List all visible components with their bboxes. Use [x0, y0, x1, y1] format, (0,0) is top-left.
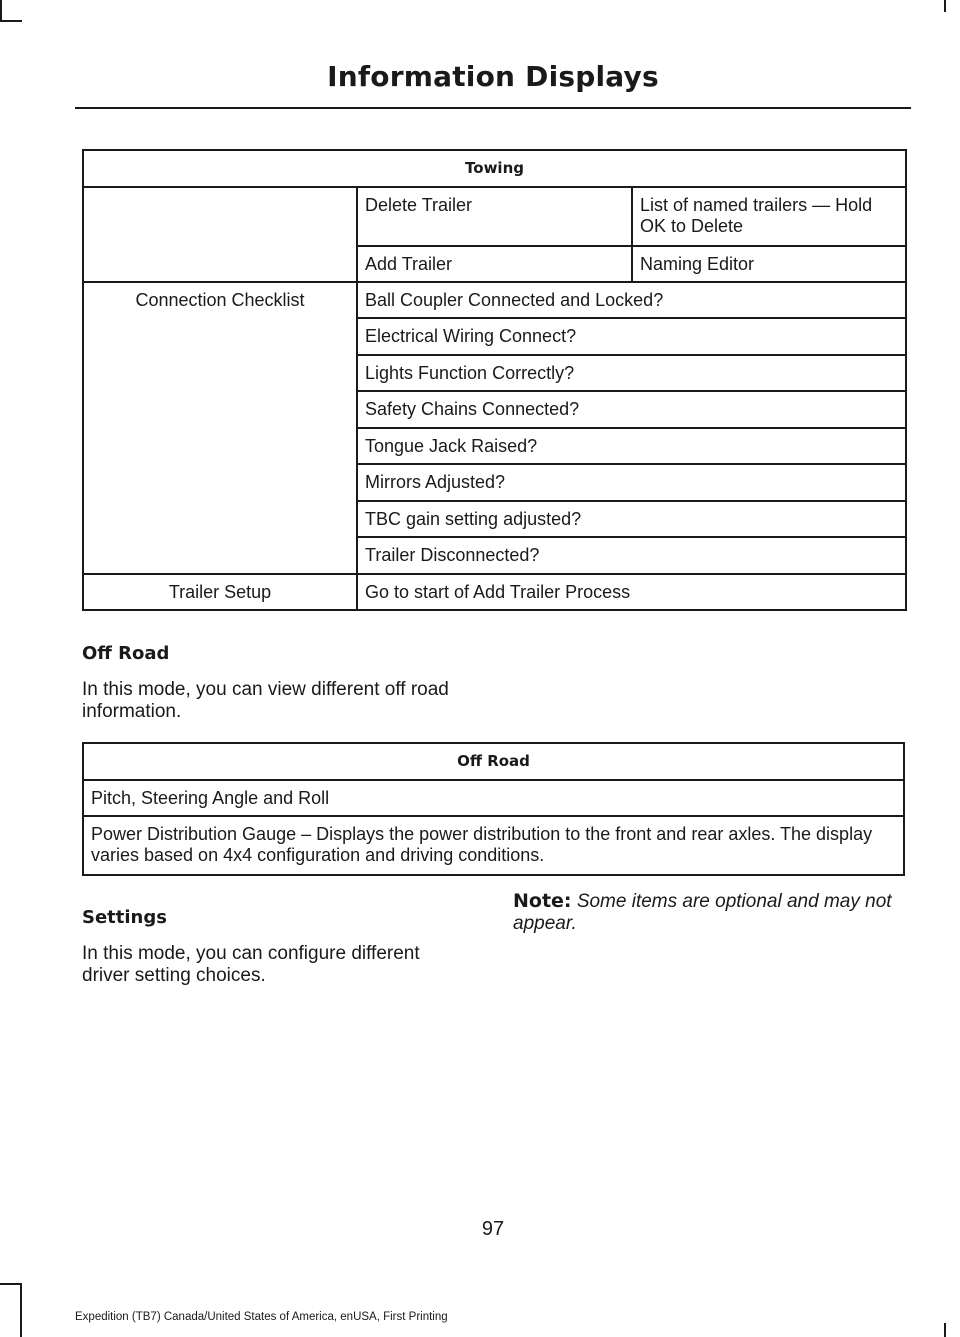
- table-cell: Go to start of Add Trailer Process: [357, 574, 906, 610]
- crop-mark-bottom-right: [944, 1323, 946, 1337]
- table-cell: Trailer Disconnected?: [357, 537, 906, 574]
- settings-intro: In this mode, you can configure different driver setting choices.: [82, 943, 420, 986]
- table-cell-label-span: [83, 318, 357, 355]
- table-cell: Tongue Jack Raised?: [357, 428, 906, 464]
- table-cell: Electrical Wiring Connect?: [357, 318, 906, 355]
- table-cell: Add Trailer: [357, 246, 632, 282]
- table-cell: Safety Chains Connected?: [357, 391, 906, 428]
- header-divider: [75, 107, 911, 109]
- table-cell-label-span: [83, 537, 357, 574]
- table-cell: Pitch, Steering Angle and Roll: [83, 780, 904, 816]
- note-label: Note:: [513, 890, 572, 912]
- table-cell-label-span: [83, 464, 357, 501]
- crop-mark-top-right: [944, 0, 946, 12]
- note: [513, 890, 905, 935]
- table-cell-label-span: [83, 501, 357, 537]
- table-cell-label: [83, 246, 357, 282]
- off-road-intro: In this mode, you can view different off road information.: [82, 679, 449, 722]
- page-number: 97: [481, 1218, 505, 1240]
- table-cell: Lights Function Correctly?: [357, 355, 906, 391]
- off-road-table: [82, 742, 905, 876]
- footer-text: Expedition (TB7) Canada/United States of America, enUSA, First Printing: [75, 1311, 448, 1323]
- table-cell: TBC gain setting adjusted?: [357, 501, 906, 537]
- table-cell-label: [83, 187, 357, 246]
- note-text: Some items are optional and may not appear.: [513, 891, 892, 934]
- table-cell-label-span: [83, 355, 357, 391]
- crop-mark-top-left-h: [0, 20, 22, 22]
- towing-table: [82, 149, 907, 611]
- table-cell: Ball Coupler Connected and Locked?: [357, 282, 906, 318]
- crop-mark-bottom-left: [0, 1283, 22, 1285]
- off-road-heading: Off Road: [82, 643, 170, 664]
- table-cell: Delete Trailer: [357, 187, 632, 246]
- crop-mark-bottom-left-v: [20, 1283, 22, 1337]
- table-cell: Mirrors Adjusted?: [357, 464, 906, 501]
- table-cell-label: Trailer Setup: [83, 574, 357, 610]
- table-cell: List of named trailers — Hold OK to Delete: [632, 187, 906, 246]
- page-title: Information Displays: [327, 60, 659, 93]
- crop-mark-top-left: [0, 0, 2, 22]
- off-road-table-title: Off Road: [83, 743, 904, 780]
- settings-heading: Settings: [82, 907, 167, 928]
- table-cell: Power Distribution Gauge – Displays the power distribution to the front and rear axles. The display varies based on 4x4 configuration and driving conditions.: [83, 816, 904, 875]
- table-cell-label-span: [83, 428, 357, 464]
- table-cell-label-span: [83, 391, 357, 428]
- towing-table-title: Towing: [83, 150, 906, 187]
- table-cell: Naming Editor: [632, 246, 906, 282]
- table-cell-label: Connection Checklist: [83, 282, 357, 318]
